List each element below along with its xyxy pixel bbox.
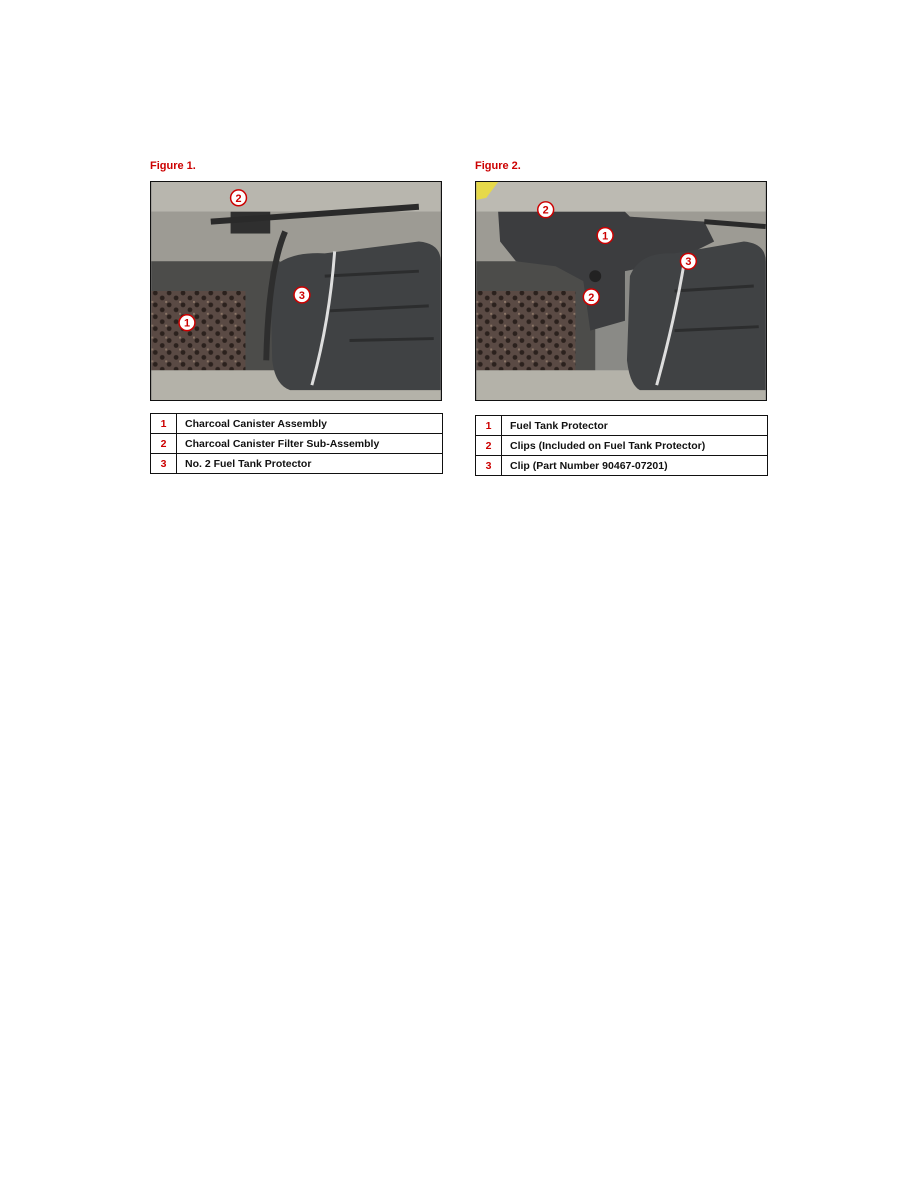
legend-row — [476, 436, 768, 456]
legend-text: Fuel Tank Protector — [502, 416, 768, 436]
figure-1-legend — [150, 413, 443, 474]
legend-number: 2 — [151, 434, 177, 454]
legend-row — [151, 454, 443, 474]
clip — [589, 270, 601, 282]
legend-text: Clips (Included on Fuel Tank Protector) — [502, 436, 768, 456]
legend-number: 3 — [476, 456, 502, 476]
charcoal-canister-assembly — [151, 291, 245, 370]
legend-text: Clip (Part Number 90467-07201) — [502, 456, 768, 476]
callout-1: 1 — [602, 230, 609, 243]
callout-1: 1 — [183, 317, 191, 330]
legend-row — [476, 456, 768, 476]
callout-2: 2 — [542, 204, 549, 217]
callout-2: 2 — [235, 192, 242, 205]
figure-1-photo — [150, 181, 442, 401]
figure-1-caption: Figure 1. — [150, 160, 196, 172]
callout-2: 2 — [588, 291, 595, 304]
legend-row — [476, 416, 768, 436]
figure-2-photo — [475, 181, 767, 401]
legend-row — [151, 414, 443, 434]
legend-row — [151, 434, 443, 454]
figure-2-image — [476, 182, 766, 400]
legend-number: 2 — [476, 436, 502, 456]
no-2-fuel-tank-protector — [270, 241, 440, 390]
legend-text: Charcoal Canister Filter Sub-Assembly — [177, 434, 443, 454]
figure-1-image — [151, 182, 441, 400]
callout-3: 3 — [685, 256, 692, 269]
figure-2-caption: Figure 2. — [475, 160, 521, 172]
callout-3: 3 — [298, 289, 305, 302]
legend-number: 3 — [151, 454, 177, 474]
legend-number: 1 — [151, 414, 177, 434]
legend-text: No. 2 Fuel Tank Protector — [177, 454, 443, 474]
legend-text: Charcoal Canister Assembly — [177, 414, 443, 434]
figure-2-legend — [475, 415, 768, 476]
legend-number: 1 — [476, 416, 502, 436]
